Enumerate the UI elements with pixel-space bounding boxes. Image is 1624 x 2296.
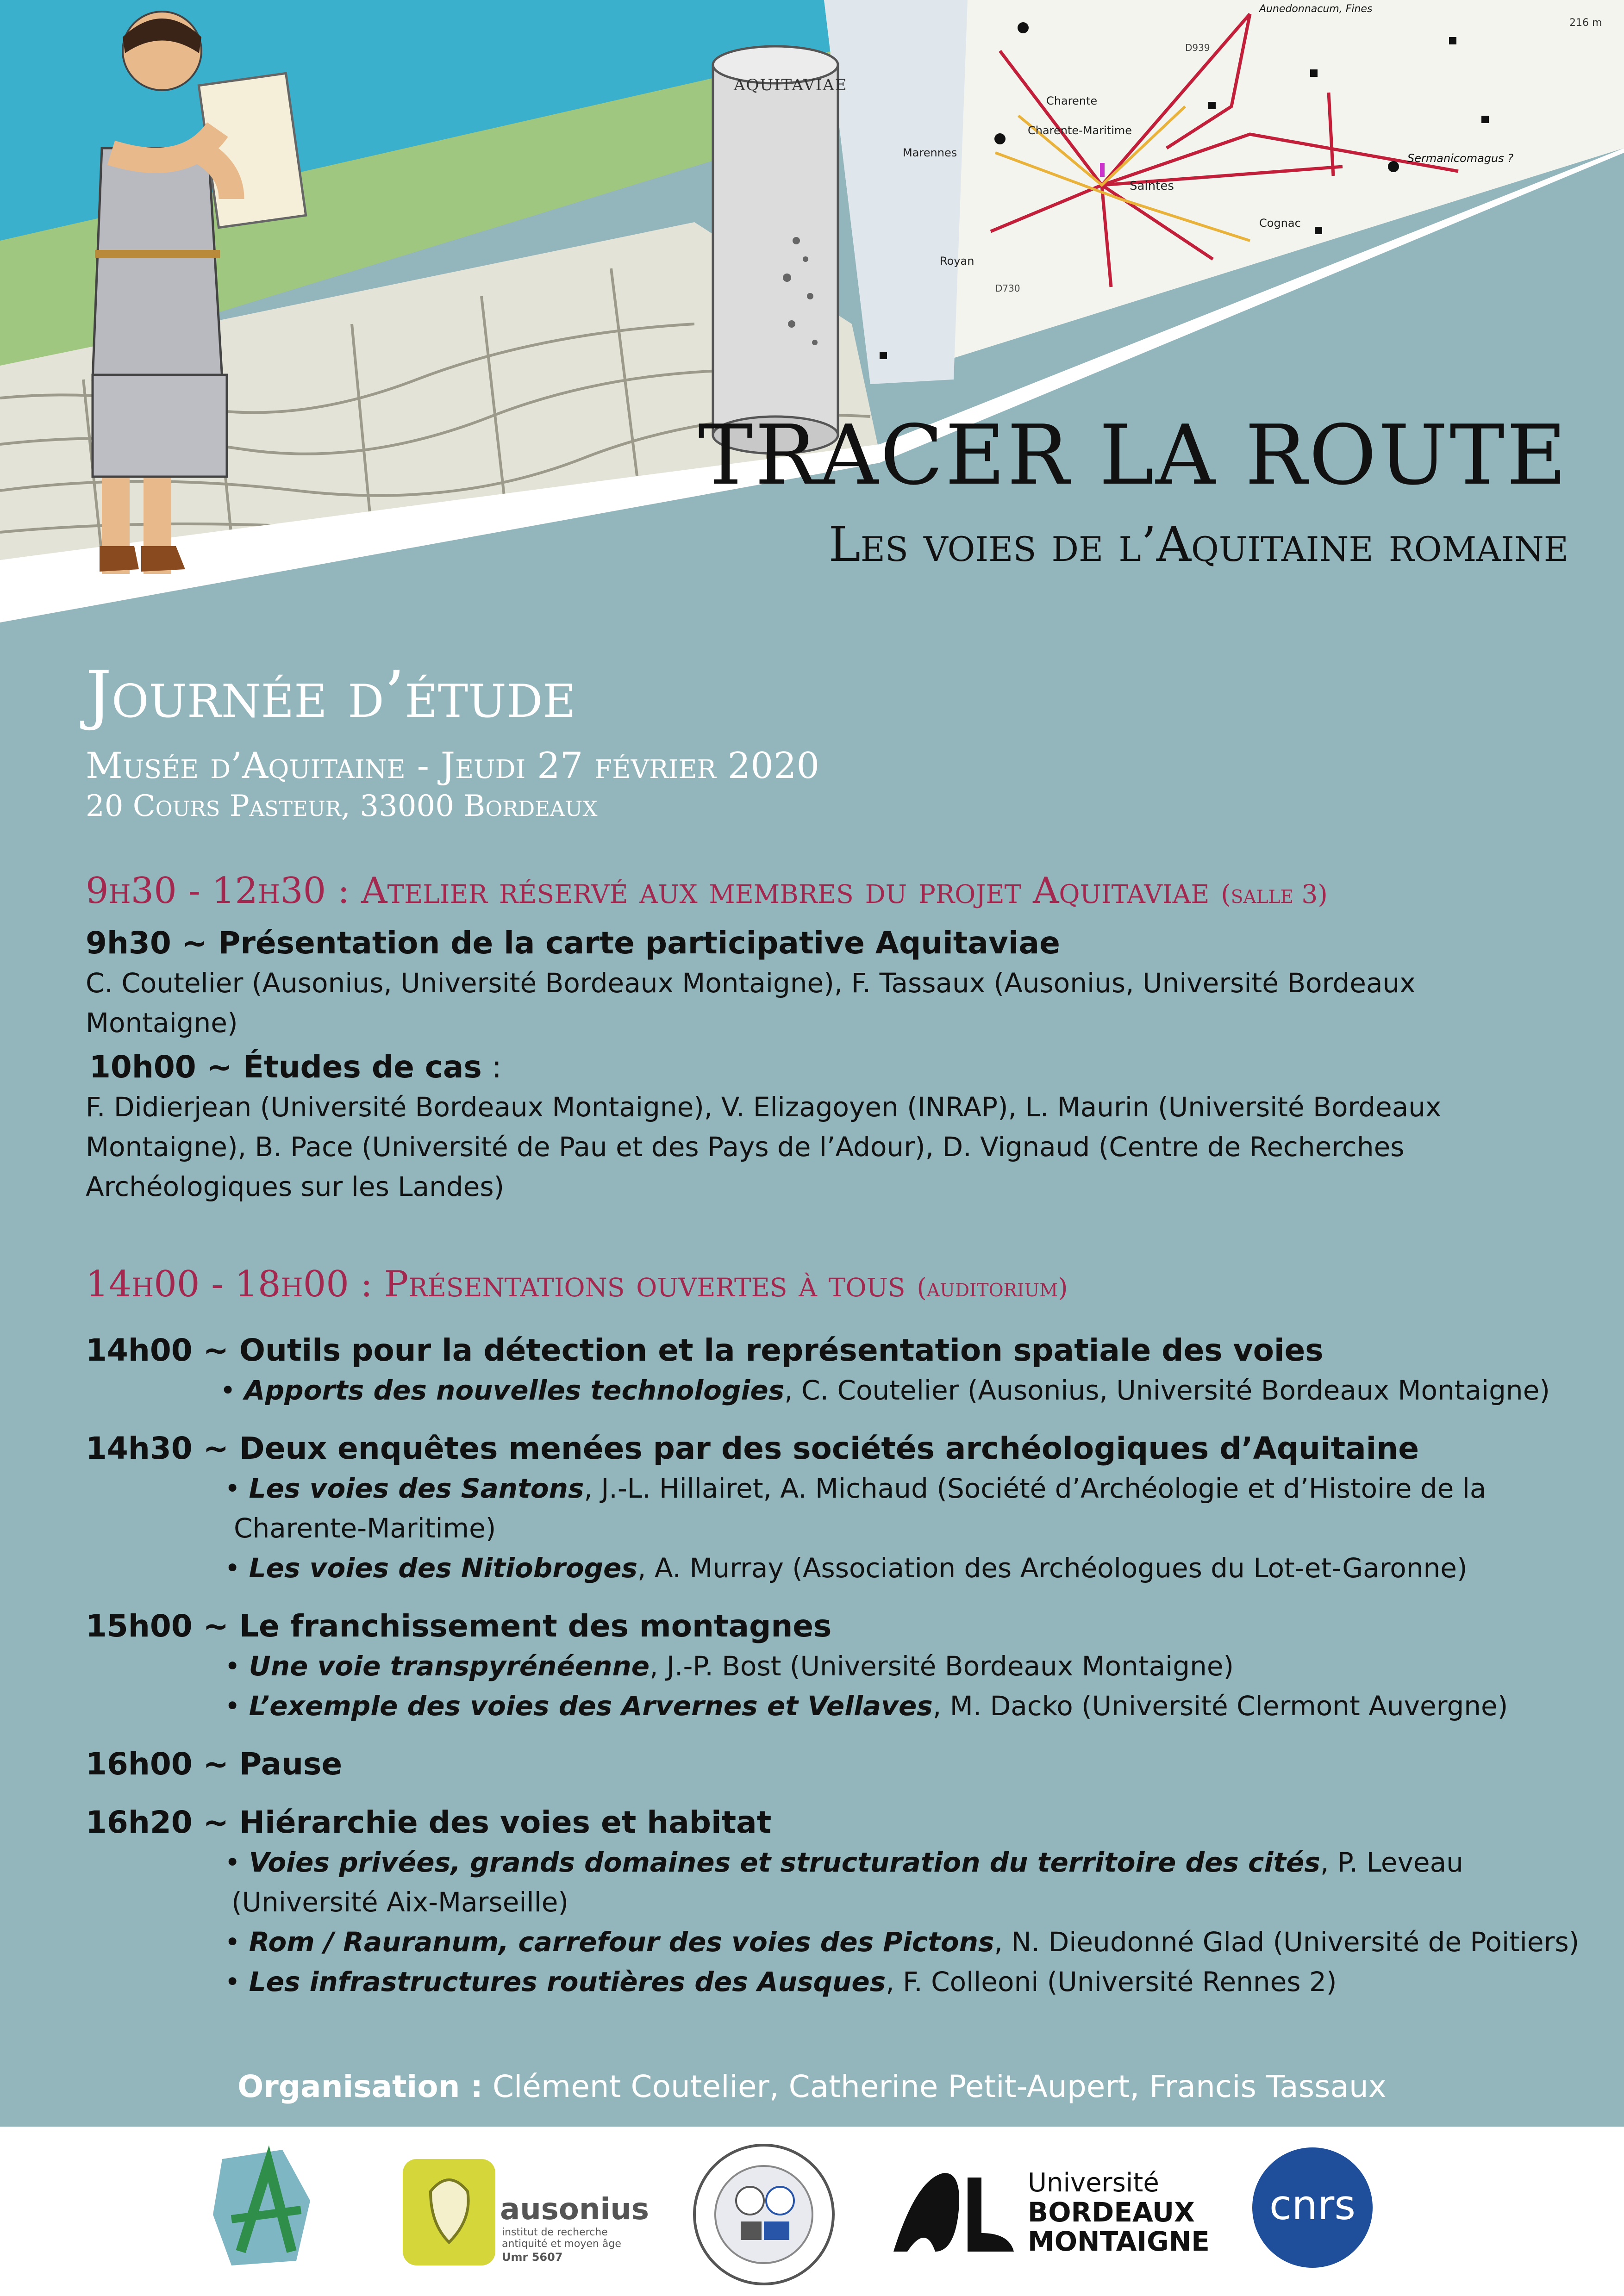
talk-item: • Apports des nouvelles technologies, C. Coutelier (Ausonius, Université Bordeaux Montaigne) [220,1375,1550,1406]
talk-item: • Les infrastructures routières des Ausques, F. Colleoni (Université Rennes 2) [225,1966,1337,1997]
session-title: 9h30 ~ Présentation de la carte participative Aquitaviae [86,925,1060,961]
map-label: Saintes [1130,179,1174,193]
talk-speaker-cont: (Université Aix-Marseille) [231,1886,569,1918]
afternoon-heading-note: (auditorium) [917,1273,1068,1302]
event-type: Journée d’étude [86,657,576,733]
map-site-marker [1100,163,1105,177]
talk-title: Rom / Rauranum, carrefour des voies des Pictons [249,1926,994,1958]
archaeology-society-seal [690,2140,838,2289]
map-label: Marennes [903,146,957,159]
talk-title: L’exemple des voies des Arvernes et Vellaves [249,1690,933,1722]
talk-title: Les infrastructures routières des Ausques [249,1966,886,1997]
map-label: Aunedonnacum, Fines [1259,3,1373,15]
map-label: D939 [1185,42,1210,53]
talk-speaker: , A. Murray (Association des Archéologues du Lot-et-Garonne) [637,1552,1468,1584]
session-title: 14h00 ~ Outils pour la détection et la représentation spatiale des voies [86,1332,1324,1368]
talk-speaker: , N. Dieudonné Glad (Université de Poitiers) [994,1926,1580,1958]
talk-speaker-cont: Charente-Maritime) [234,1512,496,1544]
afternoon-programme [86,1331,1580,2002]
talk-title: Voies privées, grands domaines et structuration du territoire des cités [249,1847,1320,1878]
session-title-text: 10h00 ~ Études de cas [89,1049,482,1085]
session-speakers: Montaigne), B. Pace (Université de Pau et des Pays de l’Adour), D. Vignaud (Centre de Recherches [86,1131,1405,1163]
talk-speaker: , C. Coutelier (Ausonius, Université Bordeaux Montaigne) [784,1375,1550,1406]
talk-title: Les voies des Nitiobroges [249,1552,638,1584]
morning-programme [86,923,1549,1207]
session-speakers: Archéologiques sur les Landes) [86,1171,505,1202]
talk-title: Apports des nouvelles technologies [244,1375,785,1406]
poster-title: TRACER LA ROUTE [698,407,1568,503]
ubm-logo [889,2159,1210,2265]
poster-subtitle: Les voies de l’Aquitaine romaine [828,516,1568,572]
map-label: Royan [940,255,974,268]
session-title-colon: : [481,1049,502,1085]
ausonius-logo [403,2150,649,2275]
session-title: 15h00 ~ Le franchissement des montagnes [86,1608,832,1644]
talk-speaker: , F. Colleoni (Université Rennes 2) [886,1966,1337,1997]
milestone [713,46,848,454]
talk-item: • Rom / Rauranum, carrefour des voies des Pictons, N. Dieudonné Glad (Université de Poitiers) [225,1926,1580,1958]
cnrs-logo [1250,2145,1375,2270]
ausonius-name: ausonius [500,2192,649,2227]
cnrs-text: cnrs [1269,2181,1356,2229]
map-label: Sermanicomagus ? [1407,152,1514,165]
talk-item: • Une voie transpyrénéenne, J.-P. Bost (Université Bordeaux Montaigne) [225,1650,1234,1682]
event-place-date: Musée d’Aquitaine - Jeudi 27 février 2020 [86,745,820,787]
session-title: 16h00 ~ Pause [86,1746,343,1782]
talk-speaker: , J.-P. Bost (Université Bordeaux Montaigne) [650,1650,1234,1682]
talk-speaker: , J.-L. Hillairet, A. Michaud (Société d’Archéologie et d’Histoire de la [584,1473,1487,1504]
ausonius-sub: antiquité et moyen âge [502,2238,621,2250]
talk-title: Les voies des Santons [249,1473,584,1504]
ubm-line1: Université [1028,2168,1159,2198]
session-title [86,1047,1549,1087]
morning-heading [86,870,1328,912]
talk-item: • Voies privées, grands domaines et structuration du territoire des cités, P. Leveau [225,1847,1463,1878]
talk-item: • Les voies des Santons, J.-L. Hillairet, A. Michaud (Société d’Archéologie et d’Histoire de la [225,1473,1487,1504]
map-label: Charente [1046,94,1098,107]
map-label: Charente-Maritime [1028,124,1132,137]
talk-speaker: , M. Dacko (Université Clermont Auvergne) [932,1690,1508,1722]
morning-heading-text: 9h30 - 12h30 : Atelier réservé aux membres du projet Aquitaviae [86,870,1210,912]
talk-title: Une voie transpyrénéenne [249,1650,650,1682]
afternoon-heading [86,1263,1068,1305]
talk-item: • Les voies des Nitiobroges, A. Murray (Association des Archéologues du Lot-et-Garonne) [225,1552,1468,1584]
session-title: 14h30 ~ Deux enquêtes menées par des sociétés archéologiques d’Aquitaine [86,1431,1419,1466]
ausonius-sub: Umr 5607 [502,2251,563,2264]
ausonius-sub: institut de recherche [502,2227,608,2238]
milestone-inscription: AQUITAVIAE [734,76,848,94]
organisation-names: Clément Coutelier, Catherine Petit-Aupert, Francis Tassaux [482,2069,1387,2104]
event-address: 20 Cours Pasteur, 33000 Bordeaux [86,789,598,823]
morning-heading-note: (salle 3) [1221,879,1328,909]
ubm-line3: MONTAIGNE [1028,2226,1210,2257]
ubm-line2: BORDEAUX [1028,2196,1195,2228]
map-label: 216 m [1569,17,1602,29]
talk-item: • L’exemple des voies des Arvernes et Vellaves, M. Dacko (Université Clermont Auvergne) [225,1690,1508,1722]
session-speakers: F. Didierjean (Université Bordeaux Montaigne), V. Elizagoyen (INRAP), L. Maurin (Université Bordeaux [86,1091,1442,1123]
partner-logos [0,2127,1624,2296]
map-label: D730 [995,283,1020,294]
organisation-label: Organisation : [237,2069,483,2104]
talk-speaker: , P. Leveau [1320,1847,1463,1878]
session-speakers: C. Coutelier (Ausonius, Université Bordeaux Montaigne), F. Tassaux (Ausonius, Université Bordeaux [86,967,1416,999]
session-title: 16h20 ~ Hiérarchie des voies et habitat [86,1804,772,1840]
organisation-line [0,2069,1624,2104]
session-speakers: Montaigne) [86,1007,238,1039]
map-label: Cognac [1259,217,1301,230]
afternoon-heading-text: 14h00 - 18h00 : Présentations ouvertes à tous [86,1263,906,1305]
aquitaviae-logo [204,2145,324,2275]
